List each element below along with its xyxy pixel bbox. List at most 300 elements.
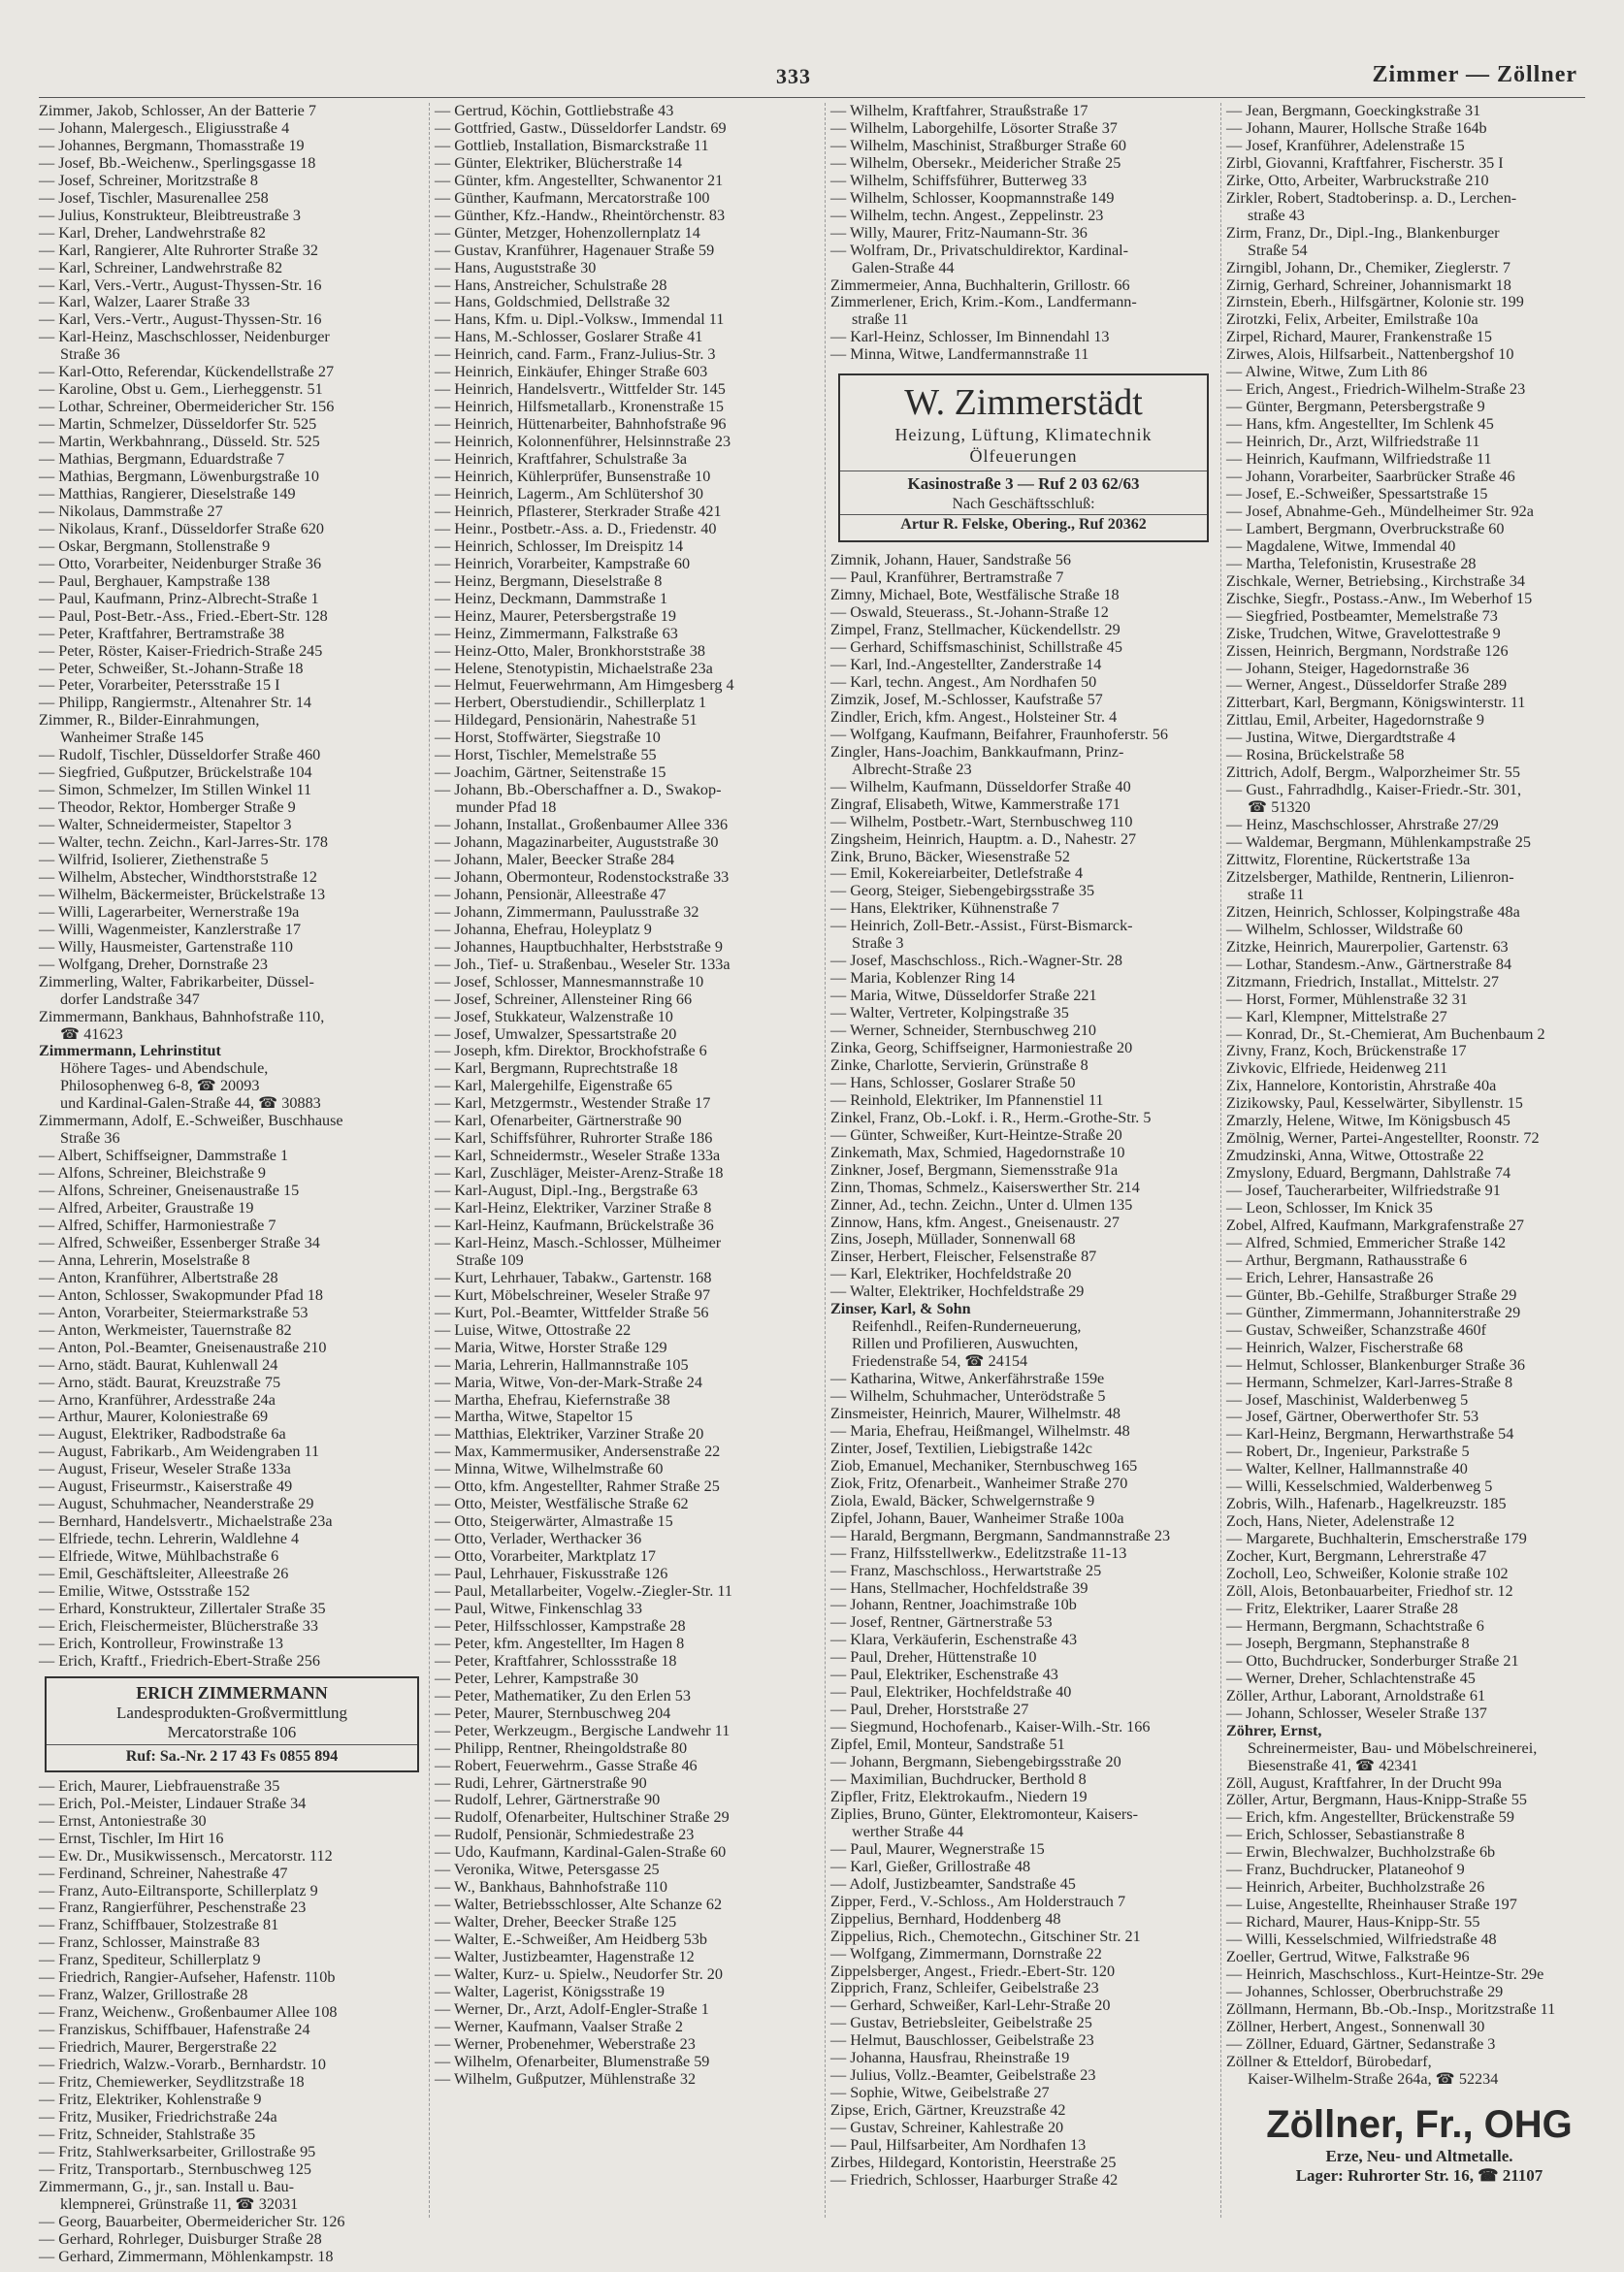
directory-entry: — Waldemar, Bergmann, Mühlenkampstraße 25 [1226, 833, 1531, 852]
directory-entry: — Otto, Verlader, Werthacker 36 [435, 1530, 642, 1548]
directory-entry: Zocher, Kurt, Bergmann, Lehrerstraße 47 [1226, 1547, 1487, 1566]
directory-entry: Zimpel, Franz, Stellmacher, Kückendellstr. 29 [830, 621, 1121, 639]
directory-entry: — Günter, Schweißer, Kurt-Heintze-Straße 20 [830, 1125, 1122, 1144]
directory-entry: — Günter, kfm. Angestellter, Schwanentor 21 [435, 171, 724, 189]
directory-entry: — Rudolf, Lehrer, Gärtnerstraße 90 [435, 1791, 661, 1809]
directory-entry: Zöll, Alois, Betonbauarbeiter, Friedhof str. 12 [1226, 1582, 1513, 1601]
directory-entry: — Magdalene, Witwe, Immendal 40 [1226, 536, 1456, 555]
directory-entry: — Joh., Tief- u. Straßenbau., Weseler Str. 133a [435, 955, 731, 973]
directory-entry: Zinnow, Hans, kfm. Angest., Gneisenaustr. 27 [830, 1213, 1120, 1231]
directory-entry: — Franz, Spediteur, Schillerplatz 9 [39, 1951, 261, 1969]
zimmerstaedt-ad [838, 373, 1209, 542]
directory-entry: — Heinrich, Walzer, Fischerstraße 68 [1226, 1338, 1464, 1356]
directory-entry: — Heinz, Maurer, Petersbergstraße 19 [435, 606, 676, 625]
directory-entry: klempnerei, Grünstraße 11, ☎ 32031 [60, 2194, 299, 2213]
directory-entry: — Wilhelm, Schiffsführer, Butterweg 33 [830, 171, 1088, 189]
directory-entry: — August, Elektriker, Radbodstraße 6a [39, 1425, 286, 1444]
directory-entry: — Heinz, Bergmann, Dieselstraße 8 [435, 571, 663, 590]
directory-entry: — Karl, Elektriker, Hochfeldstraße 20 [830, 1265, 1072, 1283]
directory-entry: Zinke, Charlotte, Servierin, Grünstraße 8 [830, 1055, 1088, 1074]
directory-entry: — August, Friseur, Weseler Straße 133a [39, 1460, 291, 1478]
directory-entry: — Werner, Dreher, Schlachtenstraße 45 [1226, 1669, 1476, 1687]
directory-entry: — Sophie, Witwe, Geibelstraße 27 [830, 2084, 1050, 2102]
directory-entry: Straße 36 [60, 345, 120, 364]
directory-entry: — Heinrich, Kaufmann, Wilfriedstraße 11 [1226, 450, 1492, 469]
directory-entry: — Otto, Vorarbeiter, Neidenburger Straße 36 [39, 554, 322, 572]
directory-entry: — Philipp, Rangiermstr., Altenahrer Str. 14 [39, 694, 312, 712]
directory-entry: Zoch, Hans, Nieter, Adelenstraße 12 [1226, 1512, 1455, 1531]
directory-entry: — Peter, Werkzeugm., Bergische Landwehr 11 [435, 1721, 731, 1739]
directory-entry: — Elfriede, Witwe, Mühlbachstraße 6 [39, 1547, 279, 1566]
directory-entry: — Mathias, Bergmann, Eduardstraße 7 [39, 450, 285, 469]
directory-entry: — Erwin, Blechwalzer, Buchholzstraße 6b [1226, 1843, 1496, 1862]
directory-entry: — Heinrich, Einkäufer, Ehinger Straße 603 [435, 363, 708, 381]
directory-entry: Zipprich, Franz, Schleifer, Geibelstraße 23 [830, 1979, 1099, 1997]
directory-entry: — August, Schuhmacher, Neanderstraße 29 [39, 1495, 314, 1513]
directory-entry: — Paul, Witwe, Finkenschlag 33 [435, 1599, 642, 1617]
directory-entry: — Arno, städt. Baurat, Kuhlenwall 24 [39, 1355, 278, 1374]
directory-entry: — Heinrich, Hüttenarbeiter, Bahnhofstraße 96 [435, 415, 727, 434]
directory-entry: Zinsmeister, Heinrich, Maurer, Wilhelmstr. 48 [830, 1405, 1121, 1422]
directory-entry: Zingsheim, Heinrich, Hauptm. a. D., Nahestr. 27 [830, 829, 1137, 848]
directory-entry: — Johannes, Schlosser, Oberbruchstraße 29 [1226, 1982, 1504, 2000]
directory-entry: — Josef, Maschinist, Walderbenweg 5 [1226, 1390, 1469, 1409]
directory-entry: — Franz, Weichenw., Großenbaumer Allee 108 [39, 2003, 338, 2022]
directory-entry: — Josef, Gärtner, Oberwerthofer Str. 53 [1226, 1408, 1479, 1426]
directory-entry: — Horst, Tischler, Memelstraße 55 [435, 746, 657, 764]
directory-entry: — Wolfgang, Kaufmann, Beifahrer, Fraunhoferstr. 56 [830, 725, 1168, 743]
directory-entry: — Josef, Taucherarbeiter, Wilfriedstraße 91 [1226, 1182, 1501, 1200]
directory-entry: Zimny, Michael, Bote, Westfälische Straße 18 [830, 586, 1120, 604]
directory-entry: — Hans, Elektriker, Kühnenstraße 7 [830, 899, 1059, 918]
directory-entry: — Wilhelm, Schlosser, Koopmannstraße 149 [830, 188, 1115, 207]
directory-entry: — Heinz-Otto, Maler, Bronkhorststraße 38 [435, 641, 705, 660]
directory-entry: — Wolfgang, Zimmermann, Dornstraße 22 [830, 1944, 1102, 1963]
directory-entry: Zirpel, Richard, Maurer, Frankenstraße 15 [1226, 328, 1492, 346]
directory-entry: — Wolfram, Dr., Privatschuldirektor, Kardinal- [830, 241, 1129, 259]
directory-entry: — Emil, Geschäftsleiter, Alleestraße 26 [39, 1565, 289, 1583]
directory-entry: — Gust., Fahrradhdlg., Kaiser-Friedr.-Str. 301, [1226, 781, 1522, 799]
directory-entry: — Karl, Dreher, Landwehrstraße 82 [39, 223, 266, 242]
directory-entry: — Hans, Auguststraße 30 [435, 258, 597, 276]
directory-entry: — Martin, Werkbahnrang., Düsseld. Str. 525 [39, 433, 320, 451]
directory-entry: — Josef, Umwalzer, Spessartstraße 20 [435, 1024, 677, 1043]
directory-entry: — W., Bankhaus, Bahnhofstraße 110 [435, 1878, 667, 1897]
directory-entry: Rillen und Profilieren, Auswuchten, [852, 1335, 1079, 1353]
directory-entry: Zirngibl, Johann, Dr., Chemiker, Zieglerstr. 7 [1226, 258, 1510, 276]
directory-entry: — Konrad, Dr., St.-Chemierat, Am Buchenbaum 2 [1226, 1024, 1545, 1043]
directory-entry: Galen-Straße 44 [852, 258, 955, 276]
directory-entry: Reifenhdl., Reifen-Runderneuerung, [852, 1317, 1082, 1336]
directory-entry: Zitzke, Heinrich, Maurerpolier, Gartenstr. 63 [1226, 937, 1509, 956]
directory-entry: — Walter, Schneidermeister, Stapeltor 3 [39, 816, 292, 834]
directory-entry: — Peter, Kraftfahrer, Bertramstraße 38 [39, 624, 285, 642]
directory-entry: — Arno, städt. Baurat, Kreuzstraße 75 [39, 1373, 281, 1391]
directory-entry: Zingraf, Elisabeth, Witwe, Kammerstraße 171 [830, 795, 1121, 813]
directory-entry: Ziob, Emanuel, Mechaniker, Sternbuschweg 165 [830, 1456, 1138, 1475]
directory-entry: Straße 109 [456, 1250, 524, 1269]
directory-entry: Zirotzki, Felix, Arbeiter, Emilstraße 10a [1226, 310, 1478, 329]
directory-entry: — Fritz, Stahlwerksarbeiter, Grillostraße 95 [39, 2142, 316, 2160]
directory-entry: — Arthur, Maurer, Koloniestraße 69 [39, 1408, 269, 1426]
directory-entry: Zippelius, Rich., Chemotechn., Gitschiner Str. 21 [830, 1927, 1141, 1945]
directory-entry: — Luise, Witwe, Ottostraße 22 [435, 1320, 632, 1339]
directory-entry: werther Straße 44 [852, 1822, 964, 1840]
directory-entry: — Günter, Elektriker, Blücherstraße 14 [435, 153, 682, 172]
directory-entry: — Josef, Kranführer, Adelenstraße 15 [1226, 136, 1465, 154]
directory-entry: — Josef, Schreiner, Moritzstraße 8 [39, 171, 258, 189]
directory-entry: — Hans, kfm. Angestellter, Im Schlenk 45 [1226, 415, 1494, 434]
directory-entry: — Erhard, Konstrukteur, Zillertaler Straße 35 [39, 1599, 326, 1617]
directory-entry: — Peter, Schweißer, St.-Johann-Straße 18 [39, 659, 304, 677]
directory-entry: Zimmermann, Bankhaus, Bahnhofstraße 110, [39, 1007, 325, 1025]
directory-entry: — Siegfried, Postbeamter, Memelstraße 73 [1226, 606, 1498, 625]
directory-entry: — Ernst, Tischler, Im Hirt 16 [39, 1829, 224, 1847]
directory-entry: — Richard, Maurer, Haus-Knipp-Str. 55 [1226, 1913, 1480, 1931]
directory-entry: — August, Fabrikarb., Am Weidengraben 11 [39, 1443, 320, 1461]
directory-entry: Zins, Joseph, Müllader, Sonnenwall 68 [830, 1230, 1076, 1249]
directory-entry: Zindler, Erich, kfm. Angest., Holsteiner Str. 4 [830, 707, 1118, 726]
directory-entry: — Gustav, Kranführer, Hagenauer Straße 59 [435, 241, 715, 259]
directory-entry: — Matthias, Rangierer, Dieselstraße 149 [39, 484, 296, 503]
directory-entry: Zischke, Siegfr., Postass.-Anw., Im Weberhof 15 [1226, 589, 1533, 607]
directory-entry: — Erich, Lehrer, Hansastraße 26 [1226, 1268, 1434, 1286]
directory-entry: Zischkale, Werner, Betriebsing., Kirchstraße 34 [1226, 571, 1525, 590]
directory-entry: — Peter, Röster, Kaiser-Friedrich-Straße 245 [39, 641, 323, 660]
directory-entry: — Nikolaus, Kranf., Düsseldorfer Straße 620 [39, 519, 325, 537]
directory-entry: — Joachim, Gärtner, Seitenstraße 15 [435, 763, 666, 782]
directory-entry: Zix, Hannelore, Kontoristin, Ahrstraße 40a [1226, 1077, 1497, 1095]
directory-entry: — Helene, Stenotypistin, Michaelstraße 23a [435, 659, 713, 677]
directory-entry: — Gustav, Schweißer, Schanzstraße 460f [1226, 1320, 1487, 1339]
directory-entry: — Willy, Hausmeister, Gartenstraße 110 [39, 937, 293, 956]
directory-entry: — Erich, Fleischermeister, Blücherstraße 33 [39, 1616, 318, 1635]
directory-entry: Zimmermeier, Anna, Buchhalterin, Grillostr. 66 [830, 276, 1130, 294]
directory-entry: — Martha, Ehefrau, Kiefernstraße 38 [435, 1390, 670, 1409]
column-divider [825, 103, 826, 2218]
directory-entry: — Paul, Lehrhauer, Fiskusstraße 126 [435, 1565, 668, 1583]
directory-entry: — Willi, Lagerarbeiter, Wernerstraße 19a [39, 902, 300, 921]
directory-entry: straße 11 [1248, 885, 1305, 903]
column-3 [830, 103, 1217, 2237]
directory-entry: Ziske, Trudchen, Witwe, Gravelottestraße 9 [1226, 624, 1501, 642]
directory-entry: — Karl, Malergehilfe, Eigenstraße 65 [435, 1077, 673, 1095]
directory-entry: — Mathias, Bergmann, Löwenburgstraße 10 [39, 468, 319, 486]
directory-entry: — Maria, Koblenzer Ring 14 [830, 969, 1016, 988]
directory-entry: — Siegmund, Hochofenarb., Kaiser-Wilh.-Str. 166 [830, 1718, 1151, 1736]
ad-line: Landesprodukten-Großvermittlung [116, 1703, 347, 1722]
directory-entry: — Wilhelm, techn. Angest., Zeppelinstr. 23 [830, 206, 1104, 224]
directory-entry: straße 43 [1248, 206, 1305, 224]
directory-entry: — Leon, Schlosser, Im Knick 35 [1226, 1199, 1433, 1217]
directory-entry: Zissen, Heinrich, Bergmann, Nordstraße 126 [1226, 641, 1509, 660]
directory-entry: — Heinrich, Maschschloss., Kurt-Heintze-Str. 29e [1226, 1964, 1544, 1983]
directory-entry: — Elfriede, techn. Lehrerin, Waldlehne 4 [39, 1530, 300, 1548]
directory-entry: Zirbes, Hildegard, Kontoristin, Heerstraße 25 [830, 2153, 1117, 2171]
directory-entry: — Heinrich, Pflasterer, Sterkrader Straße 421 [435, 502, 722, 520]
directory-entry: — Siegfried, Gußputzer, Brückelstraße 104 [39, 763, 312, 782]
directory-entry: — Johann, Pensionär, Alleestraße 47 [435, 885, 666, 903]
directory-entry: Zöll, August, Kraftfahrer, In der Drucht 99a [1226, 1773, 1502, 1792]
directory-entry: Zobel, Alfred, Kaufmann, Markgrafenstraße 27 [1226, 1217, 1525, 1234]
directory-entry: — Maria, Ehefrau, Heißmangel, Wilhelmstr. 48 [830, 1421, 1130, 1440]
directory-entry: — Heinrich, Arbeiter, Buchholzstraße 26 [1226, 1878, 1485, 1897]
directory-entry: Zirnstein, Eberh., Hilfsgärtner, Kolonie str. 199 [1226, 293, 1524, 311]
directory-entry: — Karl, Vers.-Vertr., August-Thyssen-Str. 16 [39, 276, 322, 294]
page-number: 333 [776, 64, 811, 88]
directory-entry: — Heinrich, Handelsvertr., Wittfelder Str. 145 [435, 380, 726, 399]
directory-entry: — Erich, Maurer, Liebfrauenstraße 35 [39, 1776, 280, 1795]
directory-entry: — Walter, techn. Zeichn., Karl-Jarres-Str. 178 [39, 833, 329, 852]
directory-entry: Zinter, Josef, Textilien, Liebigstraße 142c [830, 1439, 1092, 1457]
directory-entry: — Maria, Lehrerin, Hallmannstraße 105 [435, 1355, 689, 1374]
directory-entry: — Heinrich, Vorarbeiter, Kampstraße 60 [435, 554, 691, 572]
directory-entry: — Paul, Post-Betr.-Ass., Fried.-Ebert-Str. 128 [39, 606, 328, 625]
directory-entry: ☎ 51320 [1248, 798, 1311, 817]
directory-entry: — Nikolaus, Dammstraße 27 [39, 502, 223, 520]
directory-entry: — Heinrich, Kühlerprüfer, Bunsenstraße 10 [435, 468, 711, 486]
directory-entry: — Gertrud, Köchin, Gottliebstraße 43 [435, 102, 674, 119]
directory-entry: Zittrich, Adolf, Bergm., Walporzheimer Str. 55 [1226, 763, 1520, 782]
directory-entry: Zmyslony, Eduard, Bergmann, Dahlstraße 74 [1226, 1164, 1511, 1183]
directory-entry: — Karl-Otto, Referendar, Kückendellstraße 27 [39, 363, 335, 381]
directory-entry: — Alfred, Schiffer, Harmoniestraße 7 [39, 1217, 276, 1234]
directory-entry: — Johannes, Bergmann, Thomasstraße 19 [39, 136, 305, 154]
directory-entry: — Julius, Vollz.-Beamter, Geibelstraße 23 [830, 2066, 1096, 2085]
directory-entry: — Johann, Rentner, Joachimstraße 10b [830, 1596, 1077, 1614]
directory-entry: Ziplies, Bruno, Günter, Elektromonteur, Kaisers- [830, 1804, 1138, 1823]
directory-entry: — Werner, Dr., Arzt, Adolf-Engler-Straße 1 [435, 1999, 709, 2018]
directory-entry: — Theodor, Rektor, Homberger Straße 9 [39, 798, 296, 817]
directory-entry: — Lothar, Schreiner, Obermeidericher Str. 156 [39, 398, 335, 416]
directory-entry: — Helmut, Schlosser, Blankenburger Straße 36 [1226, 1355, 1525, 1374]
directory-entry: — Günter, Bergmann, Petersbergstraße 9 [1226, 398, 1485, 416]
directory-entry: — Heinrich, cand. Farm., Franz-Julius-Str. 3 [435, 345, 716, 364]
directory-entry: — Wilhelm, Kraftfahrer, Straußstraße 17 [830, 102, 1088, 119]
directory-entry: Philosophenweg 6-8, ☎ 20093 [60, 1077, 260, 1095]
directory-entry: — Franz, Hilfsstellwerkw., Edelitzstraße 11-13 [830, 1543, 1127, 1562]
directory-entry: — Gerhard, Schweißer, Karl-Lehr-Straße 20 [830, 1996, 1111, 2015]
directory-entry: — Franziskus, Schiffbauer, Hafenstraße 24 [39, 2021, 310, 2039]
directory-entry: — Rudolf, Ofenarbeiter, Hultschiner Straße 29 [435, 1808, 730, 1827]
directory-entry: — Hermann, Schmelzer, Karl-Jarres-Straße 8 [1226, 1373, 1513, 1391]
directory-entry: — Rudolf, Pensionär, Schmiedestraße 23 [435, 1826, 695, 1844]
directory-entry: Zipfler, Fritz, Elektrokaufm., Niedern 19 [830, 1787, 1088, 1805]
directory-entry: Zimmerling, Walter, Fabrikarbeiter, Düssel- [39, 972, 314, 990]
directory-entry: — Otto, Vorarbeiter, Marktplatz 17 [435, 1547, 657, 1566]
directory-entry: — Karl, Gießer, Grillostraße 48 [830, 1857, 1031, 1875]
directory-entry: Zitzen, Heinrich, Schlosser, Kolpingstraße 48a [1226, 902, 1520, 921]
directory-entry: — Johann, Malergesch., Eligiusstraße 4 [39, 118, 290, 137]
directory-entry: — Maria, Witwe, Düsseldorfer Straße 221 [830, 987, 1097, 1005]
directory-entry: — Franz, Schlosser, Mainstraße 83 [39, 1933, 260, 1952]
directory-entry: — Walter, Vertreter, Kolpingstraße 35 [830, 1004, 1069, 1022]
directory-entry: — Paul, Kaufmann, Prinz-Albrecht-Straße 1 [39, 589, 319, 607]
directory-entry: — Harald, Bergmann, Bergmann, Sandmannstraße 23 [830, 1526, 1171, 1544]
running-title: Zimmer — Zöllner [1372, 62, 1577, 87]
directory-entry: Friedenstraße 54, ☎ 24154 [852, 1352, 1028, 1371]
directory-entry: — Wilhelm, Schlosser, Wildstraße 60 [1226, 920, 1463, 938]
directory-entry: — Karl, Klempner, Mittelstraße 27 [1226, 1007, 1447, 1025]
ad-note: Nach Geschäftsschluß: [952, 496, 1095, 513]
directory-entry: Zinka, Georg, Schiffseigner, Harmoniestraße 20 [830, 1038, 1133, 1056]
directory-entry: — Günter, Metzger, Hohenzollernplatz 14 [435, 223, 700, 242]
directory-entry: — Margarete, Buchhalterin, Emscherstraße 179 [1226, 1530, 1527, 1548]
directory-entry: Zmudzinski, Anna, Witwe, Ottostraße 22 [1226, 1147, 1484, 1165]
directory-entry: Albrecht-Straße 23 [852, 760, 972, 778]
directory-entry: — Anton, Vorarbeiter, Steiermarkstraße 53 [39, 1303, 309, 1321]
ad-address: Mercatorstraße 106 [167, 1722, 297, 1741]
directory-entry: — Otto, Buchdrucker, Sonderburger Straße 21 [1226, 1651, 1519, 1670]
directory-entry: — Heinrich, Lagerm., Am Schlütershof 30 [435, 484, 703, 503]
directory-entry: — Friedrich, Rangier-Aufseher, Hafenstr. 110b [39, 1968, 336, 1987]
directory-entry: — Karoline, Obst u. Gem., Lierheggenstr. 51 [39, 380, 323, 399]
directory-entry: Zimzik, Josef, M.-Schlosser, Kaufstraße 57 [830, 690, 1103, 708]
directory-entry: Zitzmann, Friedrich, Installat., Mittelstr. 27 [1226, 972, 1499, 990]
directory-entry: — Wilhelm, Gußputzer, Mühlenstraße 32 [435, 2069, 697, 2088]
directory-entry: — Joseph, kfm. Direktor, Brockhofstraße 6 [435, 1042, 707, 1060]
directory-entry: Zinkel, Franz, Ob.-Lokf. i. R., Herm.-Grothe-Str. 5 [830, 1108, 1152, 1126]
directory-entry: — Karl, Schiffsführer, Ruhrorter Straße 186 [435, 1129, 713, 1148]
directory-entry: — Fritz, Chemiewerker, Seydlitzstraße 18 [39, 2072, 305, 2091]
directory-entry: — Udo, Kaufmann, Kardinal-Galen-Straße 60 [435, 1843, 727, 1862]
directory-entry: — Heinz, Maschschlosser, Ahrstraße 27/29 [1226, 816, 1499, 834]
directory-entry: — Johann, Zimmermann, Paulusstraße 32 [435, 902, 699, 921]
directory-entry: — Veronika, Witwe, Petersgasse 25 [435, 1861, 660, 1879]
directory-entry: — Josef, Bb.-Weichenw., Sperlingsgasse 18 [39, 153, 316, 172]
directory-entry: — Simon, Schmelzer, Im Stillen Winkel 11 [39, 781, 312, 799]
directory-entry: — Hans, Schlosser, Goslarer Straße 50 [830, 1073, 1076, 1091]
directory-entry: — Werner, Probenehmer, Weberstraße 23 [435, 2034, 696, 2053]
directory-entry: — Heinz, Deckmann, Dammstraße 1 [435, 589, 668, 607]
directory-entry: — Adolf, Justizbeamter, Sandstraße 45 [830, 1874, 1076, 1893]
directory-entry: — Albert, Schiffseigner, Dammstraße 1 [39, 1147, 289, 1165]
directory-entry: — Katharina, Witwe, Ankerfährstraße 159e [830, 1370, 1105, 1388]
directory-entry: — Karl, Zuschläger, Meister-Arenz-Straße 18 [435, 1164, 724, 1183]
directory-entry: — Anton, Werkmeister, Tauernstraße 82 [39, 1320, 292, 1339]
directory-entry: — Gerhard, Rohrleger, Duisburger Straße 28 [39, 2229, 322, 2248]
directory-entry: Zimmerlener, Erich, Krim.-Kom., Landfermann- [830, 293, 1137, 311]
directory-entry: — Walter, Kurz- u. Spielw., Neudorfer Str. 20 [435, 1964, 723, 1983]
directory-entry: Zimmermann, G., jr., san. Install u. Bau- [39, 2177, 294, 2195]
directory-entry: — Matthias, Elektriker, Varziner Straße 20 [435, 1425, 704, 1444]
directory-entry: — Kurt, Möbelschreiner, Weseler Straße 97 [435, 1285, 711, 1304]
directory-entry: — Josef, Tischler, Masurenallee 258 [39, 188, 269, 207]
directory-entry: Zinkemath, Max, Schmied, Hagedornstraße 10 [830, 1143, 1125, 1161]
directory-entry: — Karl, Vers.-Vertr., August-Thyssen-Str. 16 [39, 310, 322, 329]
directory-entry: — Heinrich, Schlosser, Im Dreispitz 14 [435, 536, 684, 555]
directory-entry: — Walter, Lagerist, Königsstraße 19 [435, 1982, 665, 2000]
directory-entry: — Erich, kfm. Angestellter, Brückenstraße 59 [1226, 1808, 1514, 1827]
ad-contact: Artur R. Felske, Obering., Ruf 20362 [840, 514, 1207, 535]
directory-entry: — Ernst, Antoniestraße 30 [39, 1811, 207, 1830]
directory-entry: — Robert, Dr., Ingenieur, Parkstraße 5 [1226, 1443, 1470, 1461]
directory-entry: — Hildegard, Pensionärin, Nahestraße 51 [435, 711, 698, 730]
directory-entry: — Wilhelm, Obersekr., Meidericher Straße 25 [830, 153, 1121, 172]
directory-entry: — Luise, Angestellte, Rheinhauser Straße 197 [1226, 1896, 1517, 1914]
column-1 [39, 102, 425, 2265]
directory-entry: — Paul, Dreher, Horststraße 27 [830, 1701, 1029, 1719]
ad-line: Erze, Neu- und Altmetalle. [1325, 2146, 1513, 2165]
directory-entry: — Paul, Kranführer, Bertramstraße 7 [830, 568, 1064, 587]
directory-entry: — Alwine, Witwe, Zum Lith 86 [1226, 363, 1428, 381]
directory-entry: Zobris, Wilh., Hafenarb., Hagelkreuzstr. 185 [1226, 1495, 1507, 1513]
directory-entry: — Willy, Maurer, Fritz-Naumann-Str. 36 [830, 223, 1088, 242]
directory-entry: Zinkner, Josef, Bergmann, Siemensstraße 91a [830, 1160, 1119, 1179]
directory-entry: — Johann, Steiger, Hagedornstraße 36 [1226, 659, 1470, 677]
directory-entry: — Wilfrid, Isolierer, Ziethenstraße 5 [39, 850, 269, 868]
directory-entry: — Justina, Witwe, Diergardtstraße 4 [1226, 729, 1456, 747]
directory-entry: Zinser, Herbert, Fleischer, Felsenstraße 87 [830, 1248, 1097, 1266]
directory-entry: — Franz, Walzer, Grillostraße 28 [39, 1986, 248, 2004]
ad-name: ERICH ZIMMERMANN [136, 1682, 328, 1703]
directory-entry: — Bernhard, Handelsvertr., Michaelstraße 23a [39, 1512, 333, 1531]
directory-entry: — Wilhelm, Abstecher, Windthorststraße 12 [39, 867, 317, 886]
directory-entry: — Johann, Maurer, Hollsche Straße 164b [1226, 118, 1487, 137]
directory-entry: — Hans, Kfm. u. Dipl.-Volksw., Immendal 11 [435, 310, 725, 329]
directory-entry: — Karl, Metzgermstr., Westender Straße 17 [435, 1094, 711, 1113]
directory-entry: — Helmut, Feuerwehrmann, Am Himgesberg 4 [435, 676, 734, 695]
directory-entry: — Rudi, Lehrer, Gärtnerstraße 90 [435, 1773, 647, 1792]
directory-entry: — Günther, Kfz.-Handw., Rheintörchenstr. 83 [435, 206, 726, 224]
directory-entry: — Erich, Angest., Friedrich-Wilhelm-Straße 23 [1226, 380, 1526, 399]
directory-entry: — Johann, Vorarbeiter, Saarbrücker Straße 46 [1226, 468, 1515, 486]
directory-entry: Zittwitz, Florentine, Rückertstraße 13a [1226, 850, 1471, 868]
directory-entry: — Peter, kfm. Angestellter, Im Hagen 8 [435, 1634, 685, 1652]
directory-entry: — Friedrich, Walzw.-Vorarb., Bernhardstr. 10 [39, 2056, 326, 2074]
directory-entry: Zingler, Hans-Joachim, Bankkaufmann, Prinz- [830, 742, 1124, 761]
directory-entry: — Johann, Schlosser, Weseler Straße 137 [1226, 1704, 1487, 1722]
directory-entry: Straße 36 [60, 1129, 120, 1148]
directory-entry: Zoeller, Gertrud, Witwe, Falkstraße 96 [1226, 1948, 1470, 1966]
directory-entry: — Werner, Kaufmann, Vaalser Straße 2 [435, 2017, 683, 2035]
directory-entry: Zirke, Otto, Arbeiter, Warbruckstraße 210 [1226, 171, 1489, 189]
directory-entry: Schreinermeister, Bau- und Möbelschreinerei, [1248, 1738, 1538, 1757]
directory-entry: — Heinrich, Hilfsmetallarb., Kronenstraße 15 [435, 398, 725, 416]
directory-entry: Zirwes, Alois, Hilfsarbeit., Nattenbergshof 10 [1226, 345, 1514, 364]
directory-entry: — Karl, Walzer, Laarer Straße 33 [39, 293, 250, 311]
directory-entry: — Peter, Lehrer, Kampstraße 30 [435, 1669, 638, 1687]
directory-entry: — Günther, Kaufmann, Mercatorstraße 100 [435, 188, 710, 207]
directory-entry: — Werner, Schneider, Sternbuschweg 210 [830, 1022, 1097, 1040]
directory-entry: — Maximilian, Buchdrucker, Berthold 8 [830, 1770, 1087, 1789]
directory-entry: — Heinz, Zimmermann, Falkstraße 63 [435, 624, 678, 642]
directory-entry: Zöllner, Herbert, Angest., Sonnenwall 30 [1226, 2017, 1485, 2035]
directory-entry: — Arthur, Bergmann, Rathausstraße 6 [1226, 1250, 1468, 1269]
directory-entry: — Oswald, Steuerass., St.-Johann-Straße 12 [830, 603, 1109, 622]
directory-entry: — Erich, Kontrolleur, Frowinstraße 13 [39, 1634, 284, 1652]
directory-entry: — Friedrich, Maurer, Bergerstraße 22 [39, 2038, 277, 2057]
directory-entry: — Gustav, Betriebsleiter, Geibelstraße 25 [830, 2014, 1092, 2032]
directory-entry: Ziok, Fritz, Ofenarbeit., Wanheimer Straße 270 [830, 1474, 1128, 1492]
directory-entry: Zöller, Arthur, Laborant, Arnoldstraße 61 [1226, 1686, 1486, 1704]
directory-entry: — Wilhelm, Maschinist, Straßburger Straße 60 [830, 136, 1126, 154]
directory-entry: — Johann, Maler, Beecker Straße 284 [435, 850, 675, 868]
directory-entry: — Karl, Schneidermstr., Weseler Straße 133a [435, 1147, 721, 1165]
directory-entry: — Alfred, Schmied, Emmericher Straße 142 [1226, 1233, 1507, 1251]
directory-entry: — Horst, Stoffwärter, Siegstraße 10 [435, 729, 661, 747]
directory-entry: — Max, Kammermusiker, Andersenstraße 22 [435, 1443, 721, 1461]
directory-entry: — Anton, Kranführer, Albertstraße 28 [39, 1268, 278, 1286]
directory-entry: — Horst, Former, Mühlenstraße 32 31 [1226, 990, 1468, 1008]
zoellner-ad [1226, 2102, 1612, 2186]
directory-entry: — Karl-Heinz, Maschschlosser, Neidenburger [39, 328, 330, 346]
directory-entry: Zipper, Ferd., V.-Schloss., Am Holderstrauch 7 [830, 1892, 1126, 1910]
directory-entry: — Johann, Obermonteur, Rodenstockstraße 33 [435, 867, 730, 886]
directory-entry: — Josef, Stukkateur, Walzenstraße 10 [435, 1007, 673, 1025]
directory-entry: — Franz, Schiffbauer, Stolzestraße 81 [39, 1916, 279, 1934]
directory-entry: Zirnig, Gerhard, Schreiner, Johannismarkt 18 [1226, 276, 1511, 294]
